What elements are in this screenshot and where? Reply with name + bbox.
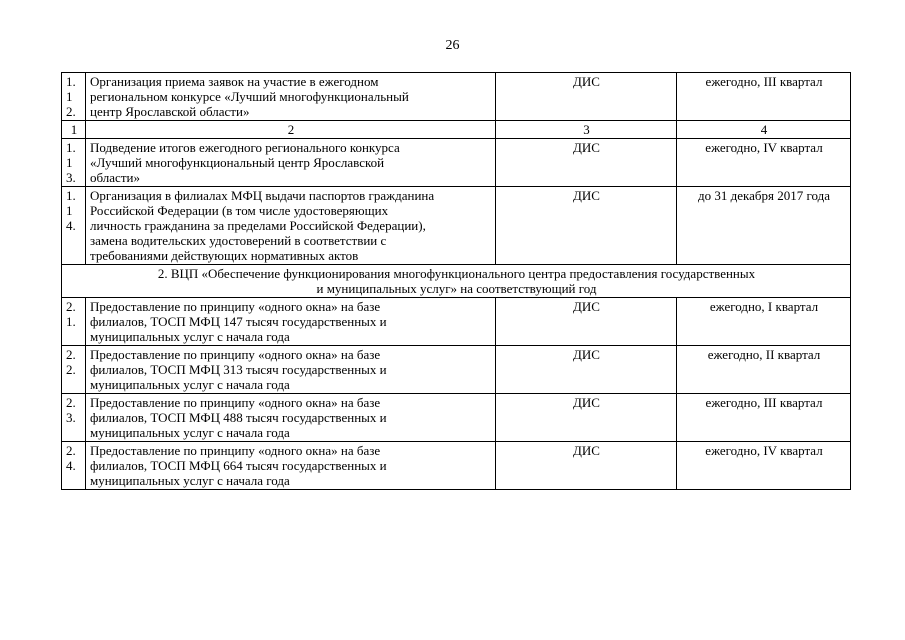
executor: ДИС bbox=[496, 394, 677, 442]
item-number-line: 2. bbox=[66, 104, 76, 119]
column-number: 4 bbox=[677, 121, 851, 139]
column-number-row bbox=[62, 121, 851, 139]
deadline: ежегодно, III квартал bbox=[677, 73, 851, 121]
table-row bbox=[62, 442, 851, 490]
item-number-line: 4. bbox=[66, 218, 76, 233]
item-description-line: Российской Федерации (в том числе удостоверяющих bbox=[90, 203, 389, 218]
item-number-line: 2. bbox=[66, 347, 76, 362]
item-description bbox=[86, 139, 496, 187]
page-number: 26 bbox=[445, 38, 460, 53]
deadline: ежегодно, I квартал bbox=[677, 298, 851, 346]
item-number-line: 3. bbox=[66, 410, 76, 425]
item-number-line: 1 bbox=[66, 203, 73, 218]
item-number-line: 4. bbox=[66, 458, 76, 473]
item-description-line: «Лучший многофункциональный центр Ярославской bbox=[90, 155, 385, 170]
executor: ДИС bbox=[496, 298, 677, 346]
item-description-line: требованиями действующих нормативных актов bbox=[90, 248, 359, 263]
item-description-line: филиалов, ТОСП МФЦ 313 тысяч государственных и bbox=[90, 362, 387, 377]
item-description-line: Предоставление по принципу «одного окна» на базе bbox=[90, 299, 381, 314]
executor: ДИС bbox=[496, 139, 677, 187]
item-number-line: 1. bbox=[66, 140, 76, 155]
item-number-line: 1 bbox=[66, 89, 73, 104]
table-row bbox=[62, 139, 851, 187]
column-number: 2 bbox=[86, 121, 496, 139]
item-number-line: 2. bbox=[66, 299, 76, 314]
item-description-line: муниципальных услуг с начала года bbox=[90, 425, 290, 440]
deadline: ежегодно, II квартал bbox=[677, 346, 851, 394]
item-description bbox=[86, 187, 496, 265]
item-number-line: 3. bbox=[66, 170, 76, 185]
column-number: 3 bbox=[496, 121, 677, 139]
item-description-line: региональном конкурсе «Лучший многофункциональный bbox=[90, 89, 409, 104]
item-number-line: 1. bbox=[66, 188, 76, 203]
item-description-line: филиалов, ТОСП МФЦ 488 тысяч государственных и bbox=[90, 410, 387, 425]
item-number bbox=[62, 187, 86, 265]
item-description bbox=[86, 346, 496, 394]
item-number bbox=[62, 73, 86, 121]
item-description-line: Предоставление по принципу «одного окна» на базе bbox=[90, 395, 381, 410]
section-heading bbox=[62, 265, 851, 298]
item-description-line: Предоставление по принципу «одного окна» на базе bbox=[90, 347, 381, 362]
item-number bbox=[62, 346, 86, 394]
item-number-line: 1 bbox=[66, 155, 73, 170]
table-row bbox=[62, 394, 851, 442]
item-description bbox=[86, 442, 496, 490]
item-number-line: 1. bbox=[66, 314, 76, 329]
item-description-line: области» bbox=[90, 170, 140, 185]
column-number: 1 bbox=[62, 121, 86, 139]
executor: ДИС bbox=[496, 187, 677, 265]
section-heading-line: 2. ВЦП «Обеспечение функционирования многофункционального центра предоставления государственных bbox=[157, 266, 756, 281]
executor: ДИС bbox=[496, 442, 677, 490]
item-number bbox=[62, 298, 86, 346]
item-description-line: Подведение итогов ежегодного регионального конкурса bbox=[90, 140, 400, 155]
item-description-line: Организация приема заявок на участие в ежегодном bbox=[90, 74, 379, 89]
item-description-line: муниципальных услуг с начала года bbox=[90, 473, 290, 488]
table-row bbox=[62, 187, 851, 265]
item-number bbox=[62, 139, 86, 187]
item-description-line: филиалов, ТОСП МФЦ 147 тысяч государственных и bbox=[90, 314, 387, 329]
item-description-line: муниципальных услуг с начала года bbox=[90, 329, 290, 344]
item-description-line: замена водительских удостоверений в соответствии с bbox=[90, 233, 387, 248]
item-description-line: личность гражданина за пределами Российской Федерации), bbox=[90, 218, 426, 233]
item-number-line: 2. bbox=[66, 443, 76, 458]
item-description bbox=[86, 298, 496, 346]
executor: ДИС bbox=[496, 346, 677, 394]
executor: ДИС bbox=[496, 73, 677, 121]
item-description-line: Предоставление по принципу «одного окна» на базе bbox=[90, 443, 381, 458]
item-number bbox=[62, 394, 86, 442]
table-row bbox=[62, 73, 851, 121]
item-description-line: центр Ярославской области» bbox=[90, 104, 250, 119]
table-row bbox=[62, 298, 851, 346]
deadline: до 31 декабря 2017 года bbox=[677, 187, 851, 265]
item-description-line: филиалов, ТОСП МФЦ 664 тысяч государственных и bbox=[90, 458, 387, 473]
deadline: ежегодно, IV квартал bbox=[677, 139, 851, 187]
deadline: ежегодно, IV квартал bbox=[677, 442, 851, 490]
item-description-line: Организация в филиалах МФЦ выдачи паспортов гражданина bbox=[90, 188, 435, 203]
plan-table bbox=[61, 72, 851, 490]
item-number-line: 2. bbox=[66, 395, 76, 410]
item-description bbox=[86, 394, 496, 442]
deadline: ежегодно, III квартал bbox=[677, 394, 851, 442]
item-description bbox=[86, 73, 496, 121]
item-description-line: муниципальных услуг с начала года bbox=[90, 377, 290, 392]
item-number-line: 2. bbox=[66, 362, 76, 377]
section-heading-line: и муниципальных услуг» на соответствующий год bbox=[316, 281, 597, 296]
section-heading-row bbox=[62, 265, 851, 298]
table-row bbox=[62, 346, 851, 394]
item-number bbox=[62, 442, 86, 490]
item-number-line: 1. bbox=[66, 74, 76, 89]
